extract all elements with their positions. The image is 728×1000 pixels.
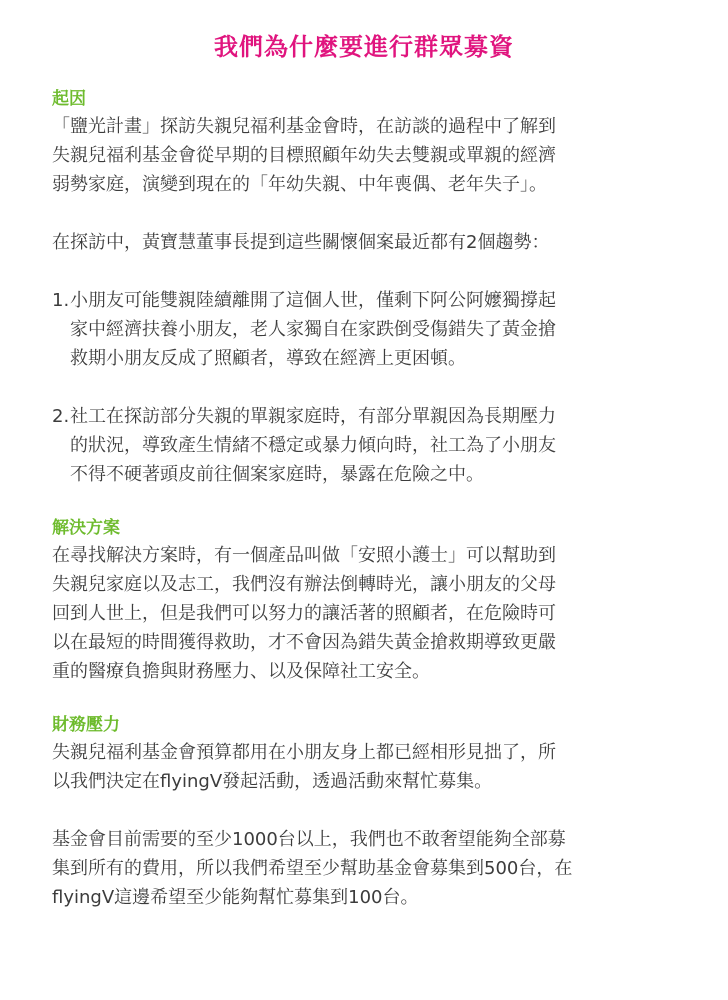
spacer <box>52 686 692 712</box>
list-number: 1. <box>52 290 70 311</box>
spacer <box>52 796 692 825</box>
cause-paragraph-2: 在探訪中，黃寶慧董事長提到這些關懷個案最近都有2個趨勢： <box>52 232 550 253</box>
spacer <box>52 373 692 402</box>
section-heading-cause: 起因 <box>52 89 86 109</box>
list-text: 社工在探訪部分失親的單親家庭時，有部分單親因為長期壓力 的狀況，導致產生情緒不穩定或暴力傾向時，社工為了小朋友 不得不硬著頭皮前往個案家庭時，暴露在危險之中。 <box>70 406 556 485</box>
list-item <box>52 286 692 373</box>
list-item <box>52 402 692 489</box>
cause-paragraph-1: 「鹽光計畫」探訪失親兒福利基金會時，在訪談的過程中了解到 失親兒福利基金會從早期的目標照顧年幼失去雙親或單親的經濟 弱勢家庭，演變到現在的「年幼失親、中年喪偶、老年失子」。 <box>52 116 556 195</box>
section-heading-solution: 解決方案 <box>52 518 120 538</box>
article-body <box>52 86 692 912</box>
solution-paragraph: 在尋找解決方案時，有一個產品叫做「安照小護士」可以幫助到 失親兒家庭以及志工，我們沒有辦法倒轉時光，讓小朋友的父母 回到人世上，但是我們可以努力的讓活著的照顧者，在危險時可 以在最短的時間獲得救助，才不會因為錯失黃金搶救期導致更嚴 重的醫療負擔與財務壓力、以及保障社工安全。 <box>52 545 556 682</box>
finance-paragraph-2: 基金會目前需要的至少1000台以上，我們也不敢奢望能夠全部募 集到所有的費用，所以我們希望至少幫助基金會募集到500台，在 flyingV這邊希望至少能夠幫忙募集到100台。 <box>52 829 573 908</box>
list-text: 小朋友可能雙親陸續離開了這個人世，僅剩下阿公阿嬤獨撐起 家中經濟扶養小朋友，老人家獨自在家跌倒受傷錯失了黃金搶 救期小朋友反成了照顧者，導致在經濟上更困頓。 <box>70 290 556 369</box>
spacer <box>52 257 692 286</box>
list-number: 2. <box>52 406 70 427</box>
section-heading-finance: 財務壓力 <box>52 715 120 735</box>
spacer <box>52 489 692 515</box>
spacer <box>52 199 692 228</box>
finance-paragraph-1: 失親兒福利基金會預算都用在小朋友身上都已經相形見拙了，所 以我們決定在flyingV發起活動，透過活動來幫忙募集。 <box>52 742 556 792</box>
page-title: 我們為什麼要進行群眾募資 <box>214 33 514 61</box>
